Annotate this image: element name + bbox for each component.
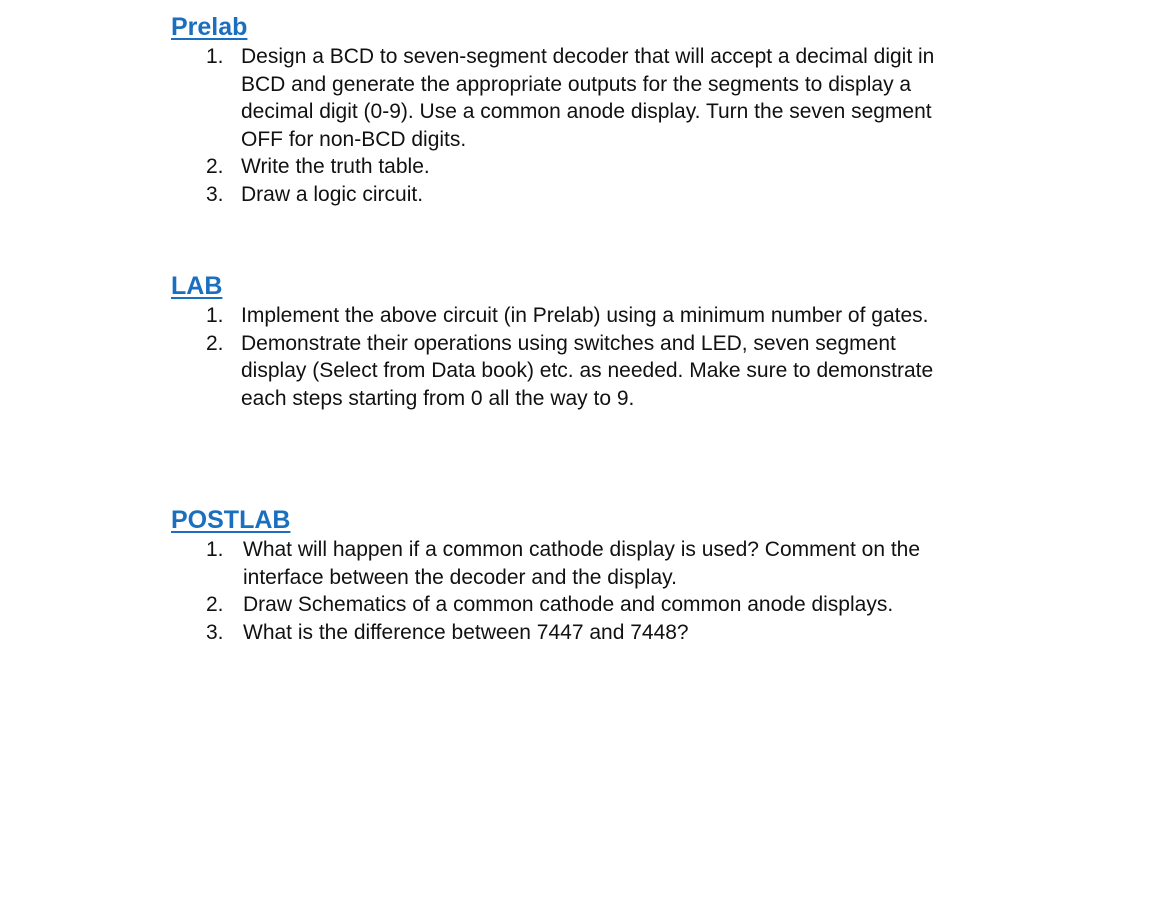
item-number: 2. bbox=[206, 331, 224, 355]
item-text: What will happen if a common cathode display is used? Comment on the interface between the decoder and the display. bbox=[243, 538, 921, 589]
prelab-heading: Prelab bbox=[171, 13, 248, 41]
postlab-list bbox=[171, 536, 986, 646]
postlab-heading: POSTLAB bbox=[171, 506, 291, 534]
prelab-list bbox=[171, 43, 971, 208]
list-item bbox=[171, 591, 986, 619]
list-item bbox=[171, 181, 971, 209]
item-number: 1. bbox=[206, 538, 224, 561]
list-item bbox=[171, 536, 986, 591]
list-item bbox=[171, 302, 961, 330]
item-text: Draw Schematics of a common cathode and common anode displays. bbox=[243, 593, 894, 616]
item-text: What is the difference between 7447 and 7448? bbox=[243, 620, 689, 644]
prelab-section bbox=[171, 13, 1001, 208]
item-number: 2. bbox=[206, 155, 224, 178]
item-number: 3. bbox=[206, 620, 224, 644]
lab-heading: LAB bbox=[171, 272, 223, 300]
item-number: 2. bbox=[206, 593, 224, 616]
item-text: Implement the above circuit (in Prelab) using a minimum number of gates. bbox=[241, 304, 929, 327]
item-text: Draw a logic circuit. bbox=[241, 182, 424, 206]
list-item bbox=[171, 619, 986, 647]
item-text: Demonstrate their operations using switches and LED, seven segment display (Select from Data book) etc. as needed. Make sure to demonstrate each steps starting from 0 all the way to 9. bbox=[241, 331, 934, 410]
postlab-section bbox=[171, 506, 1001, 646]
lab-section bbox=[171, 272, 1001, 412]
item-text: Design a BCD to seven-segment decoder that will accept a decimal digit in BCD and generate the appropriate outputs for the segments to display a decimal digit (0-9). Use a common anode display. Turn the seven segment OFF for non-BCD digits. bbox=[241, 45, 935, 151]
lab-list bbox=[171, 302, 961, 412]
list-item bbox=[171, 153, 971, 181]
list-item bbox=[171, 330, 961, 413]
item-text: Write the truth table. bbox=[241, 155, 430, 178]
item-number: 1. bbox=[206, 304, 224, 327]
item-number: 3. bbox=[206, 182, 224, 206]
item-number: 1. bbox=[206, 45, 224, 68]
list-item bbox=[171, 43, 971, 153]
